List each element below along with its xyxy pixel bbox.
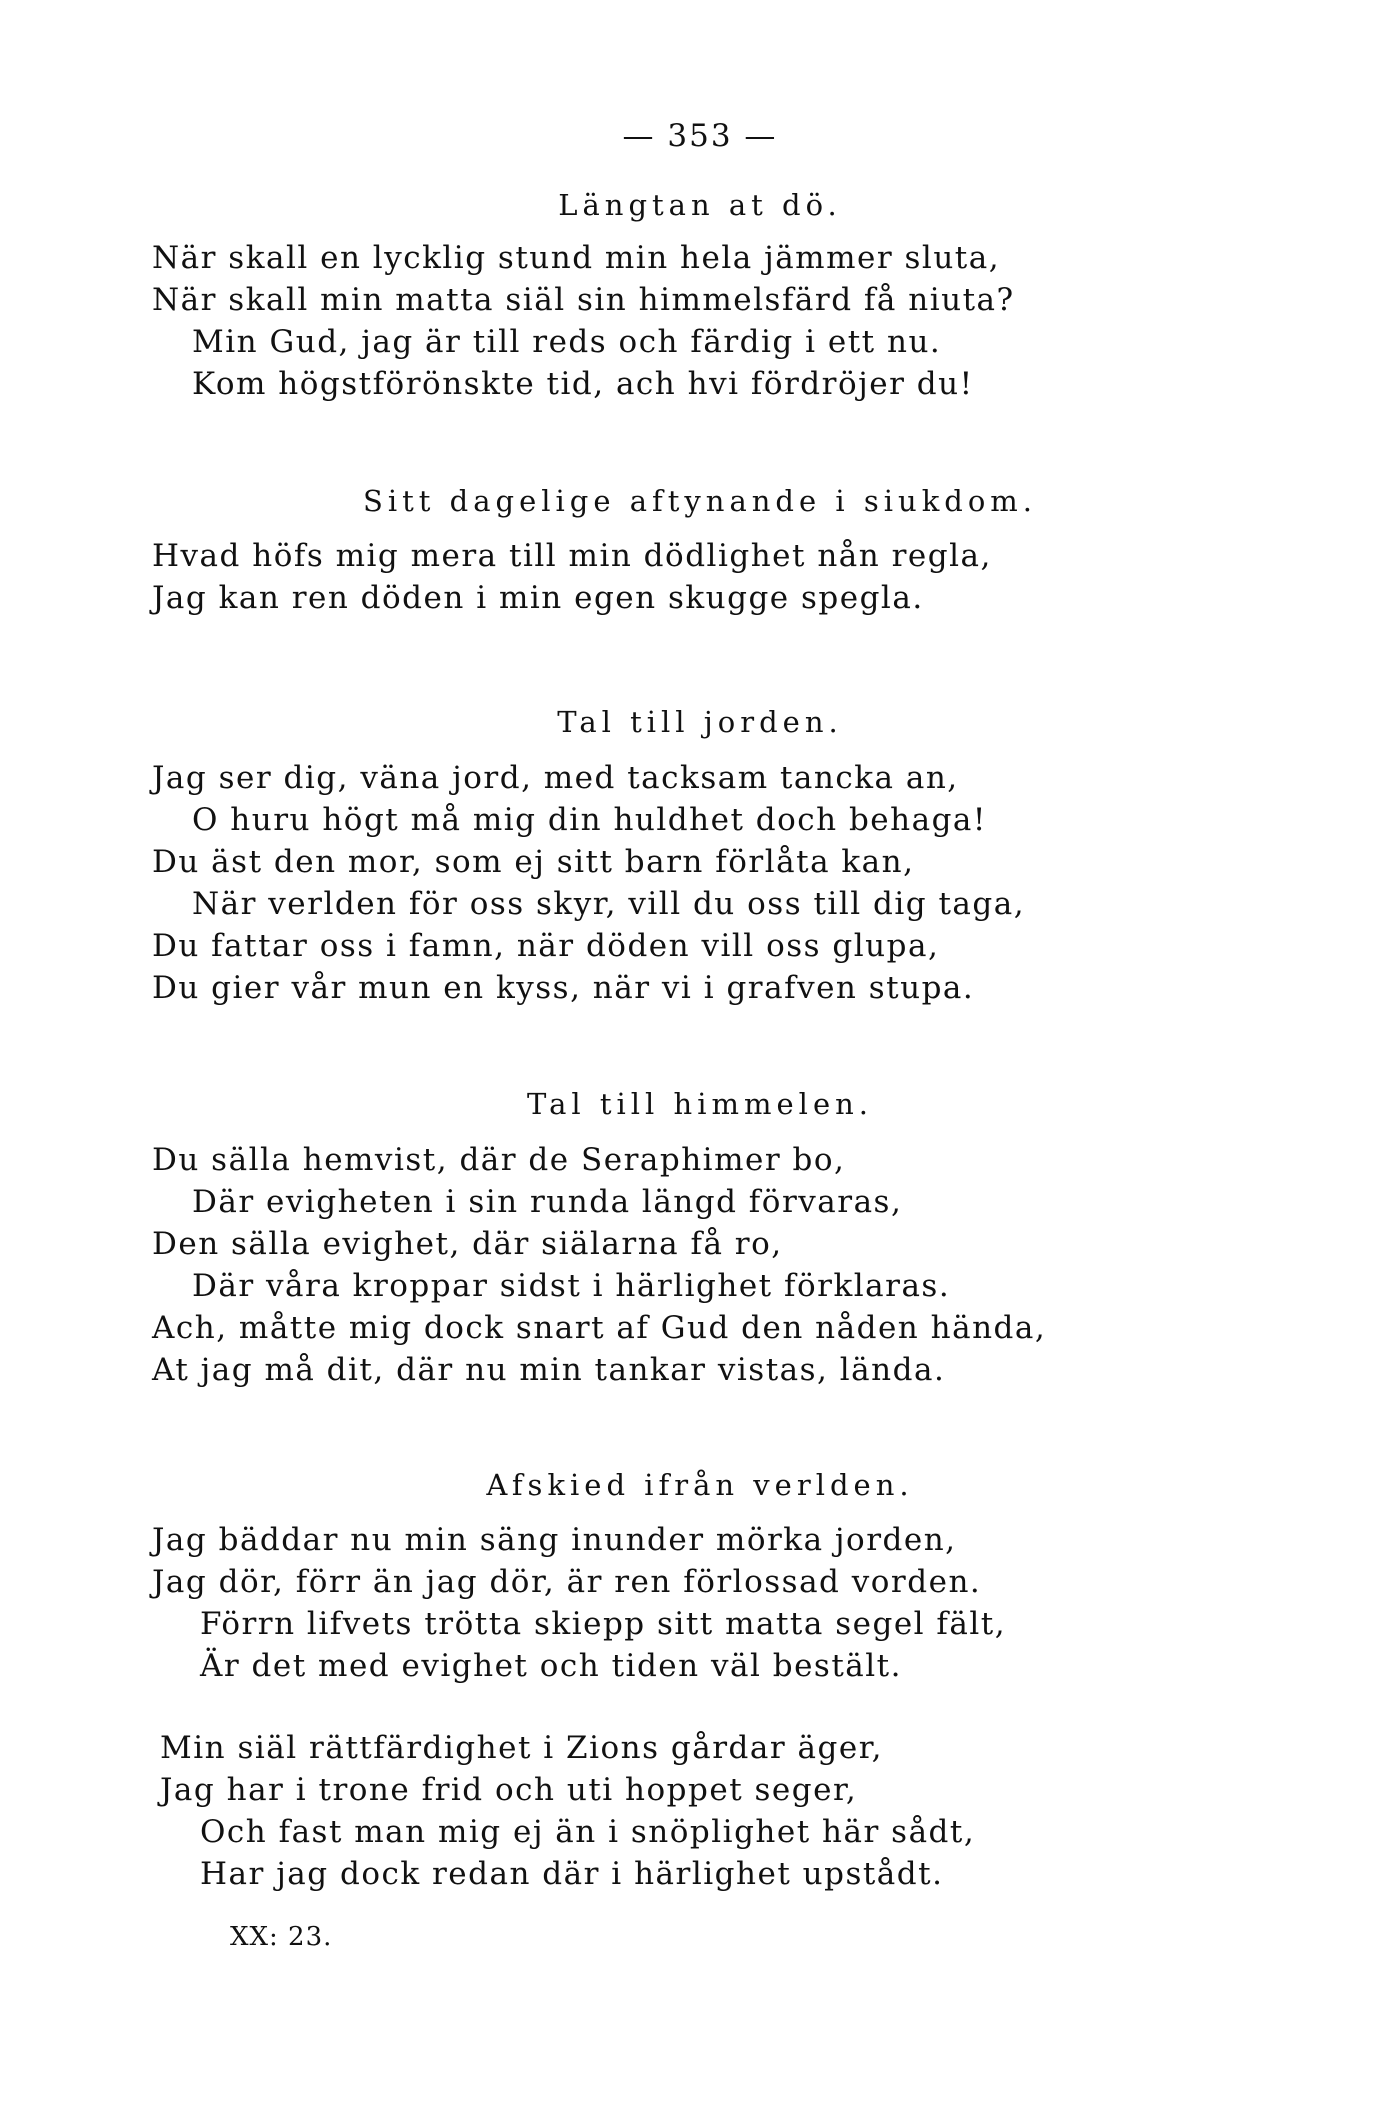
- poem-line: Du sälla hemvist, där de Seraphimer bo,: [152, 1142, 846, 1178]
- poem-title-aftynande: Sitt dagelige aftynande i siukdom.: [362, 484, 1038, 518]
- poem-line: Ach, måtte mig dock snart af Gud den nåden hända,: [152, 1310, 1047, 1346]
- poem-line: Min siäl rättfärdighet i Zions gårdar äger,: [160, 1730, 883, 1766]
- poem-line: Kom högstförönskte tid, ach hvi fördröjer du!: [192, 366, 974, 402]
- poem-line: Den sälla evighet, där siälarna få ro,: [152, 1226, 783, 1262]
- poem-line: Du gier vår mun en kyss, när vi i grafven stupa.: [152, 970, 975, 1006]
- poem-line: Har jag dock redan där i härlighet upstådt.: [200, 1856, 944, 1892]
- poem-line: Du fattar oss i famn, när döden vill oss glupa,: [152, 928, 940, 964]
- poem-line: O huru högt må mig din huldhet doch behaga!: [192, 802, 987, 838]
- poem-line: Du äst den mor, som ej sitt barn förlåta kan,: [152, 844, 915, 880]
- printer-signature: XX: 23.: [230, 1922, 333, 1952]
- poem-line: Och fast man mig ej än i snöplighet här sådt,: [200, 1814, 976, 1850]
- poem-line: Min Gud, jag är till reds och färdig i ett nu.: [192, 324, 942, 360]
- poem-title-jorden: Tal till jorden.: [557, 705, 843, 739]
- poem-line: Jag ser dig, väna jord, med tacksam tancka an,: [152, 760, 959, 796]
- poem-title-langtan: Längtan at dö.: [558, 188, 842, 222]
- poem-line: När verlden för oss skyr, vill du oss till dig taga,: [192, 886, 1026, 922]
- poem-line: Jag kan ren döden i min egen skugge spegla.: [152, 580, 924, 616]
- poem-line: Där våra kroppar sidst i härlighet förklaras.: [192, 1268, 951, 1304]
- poem-line: Där evigheten i sin runda längd förvaras,: [192, 1184, 903, 1220]
- poem-title-afskied: Afskied ifrån verlden.: [486, 1468, 914, 1502]
- poem-line: När skall min matta siäl sin himmelsfärd få niuta?: [152, 282, 1015, 318]
- poem-line: Hvad höfs mig mera till min dödlighet nån regla,: [152, 538, 992, 574]
- poem-line: Jag har i trone frid och uti hoppet seger,: [160, 1772, 858, 1808]
- poem-line: När skall en lycklig stund min hela jämmer sluta,: [152, 240, 1001, 276]
- poem-title-himmelen: Tal till himmelen.: [526, 1087, 873, 1121]
- poem-line: Är det med evighet och tiden väl bestält.: [200, 1648, 902, 1684]
- poem-line: Jag bäddar nu min säng inunder mörka jorden,: [152, 1522, 957, 1558]
- poem-line: At jag må dit, där nu min tankar vistas, lända.: [152, 1352, 946, 1388]
- page-number: — 353 —: [622, 118, 778, 154]
- poem-line: Jag dör, förr än jag dör, är ren förlossad vorden.: [152, 1564, 982, 1600]
- poem-line: Förrn lifvets trötta skiepp sitt matta segel fält,: [200, 1606, 1007, 1642]
